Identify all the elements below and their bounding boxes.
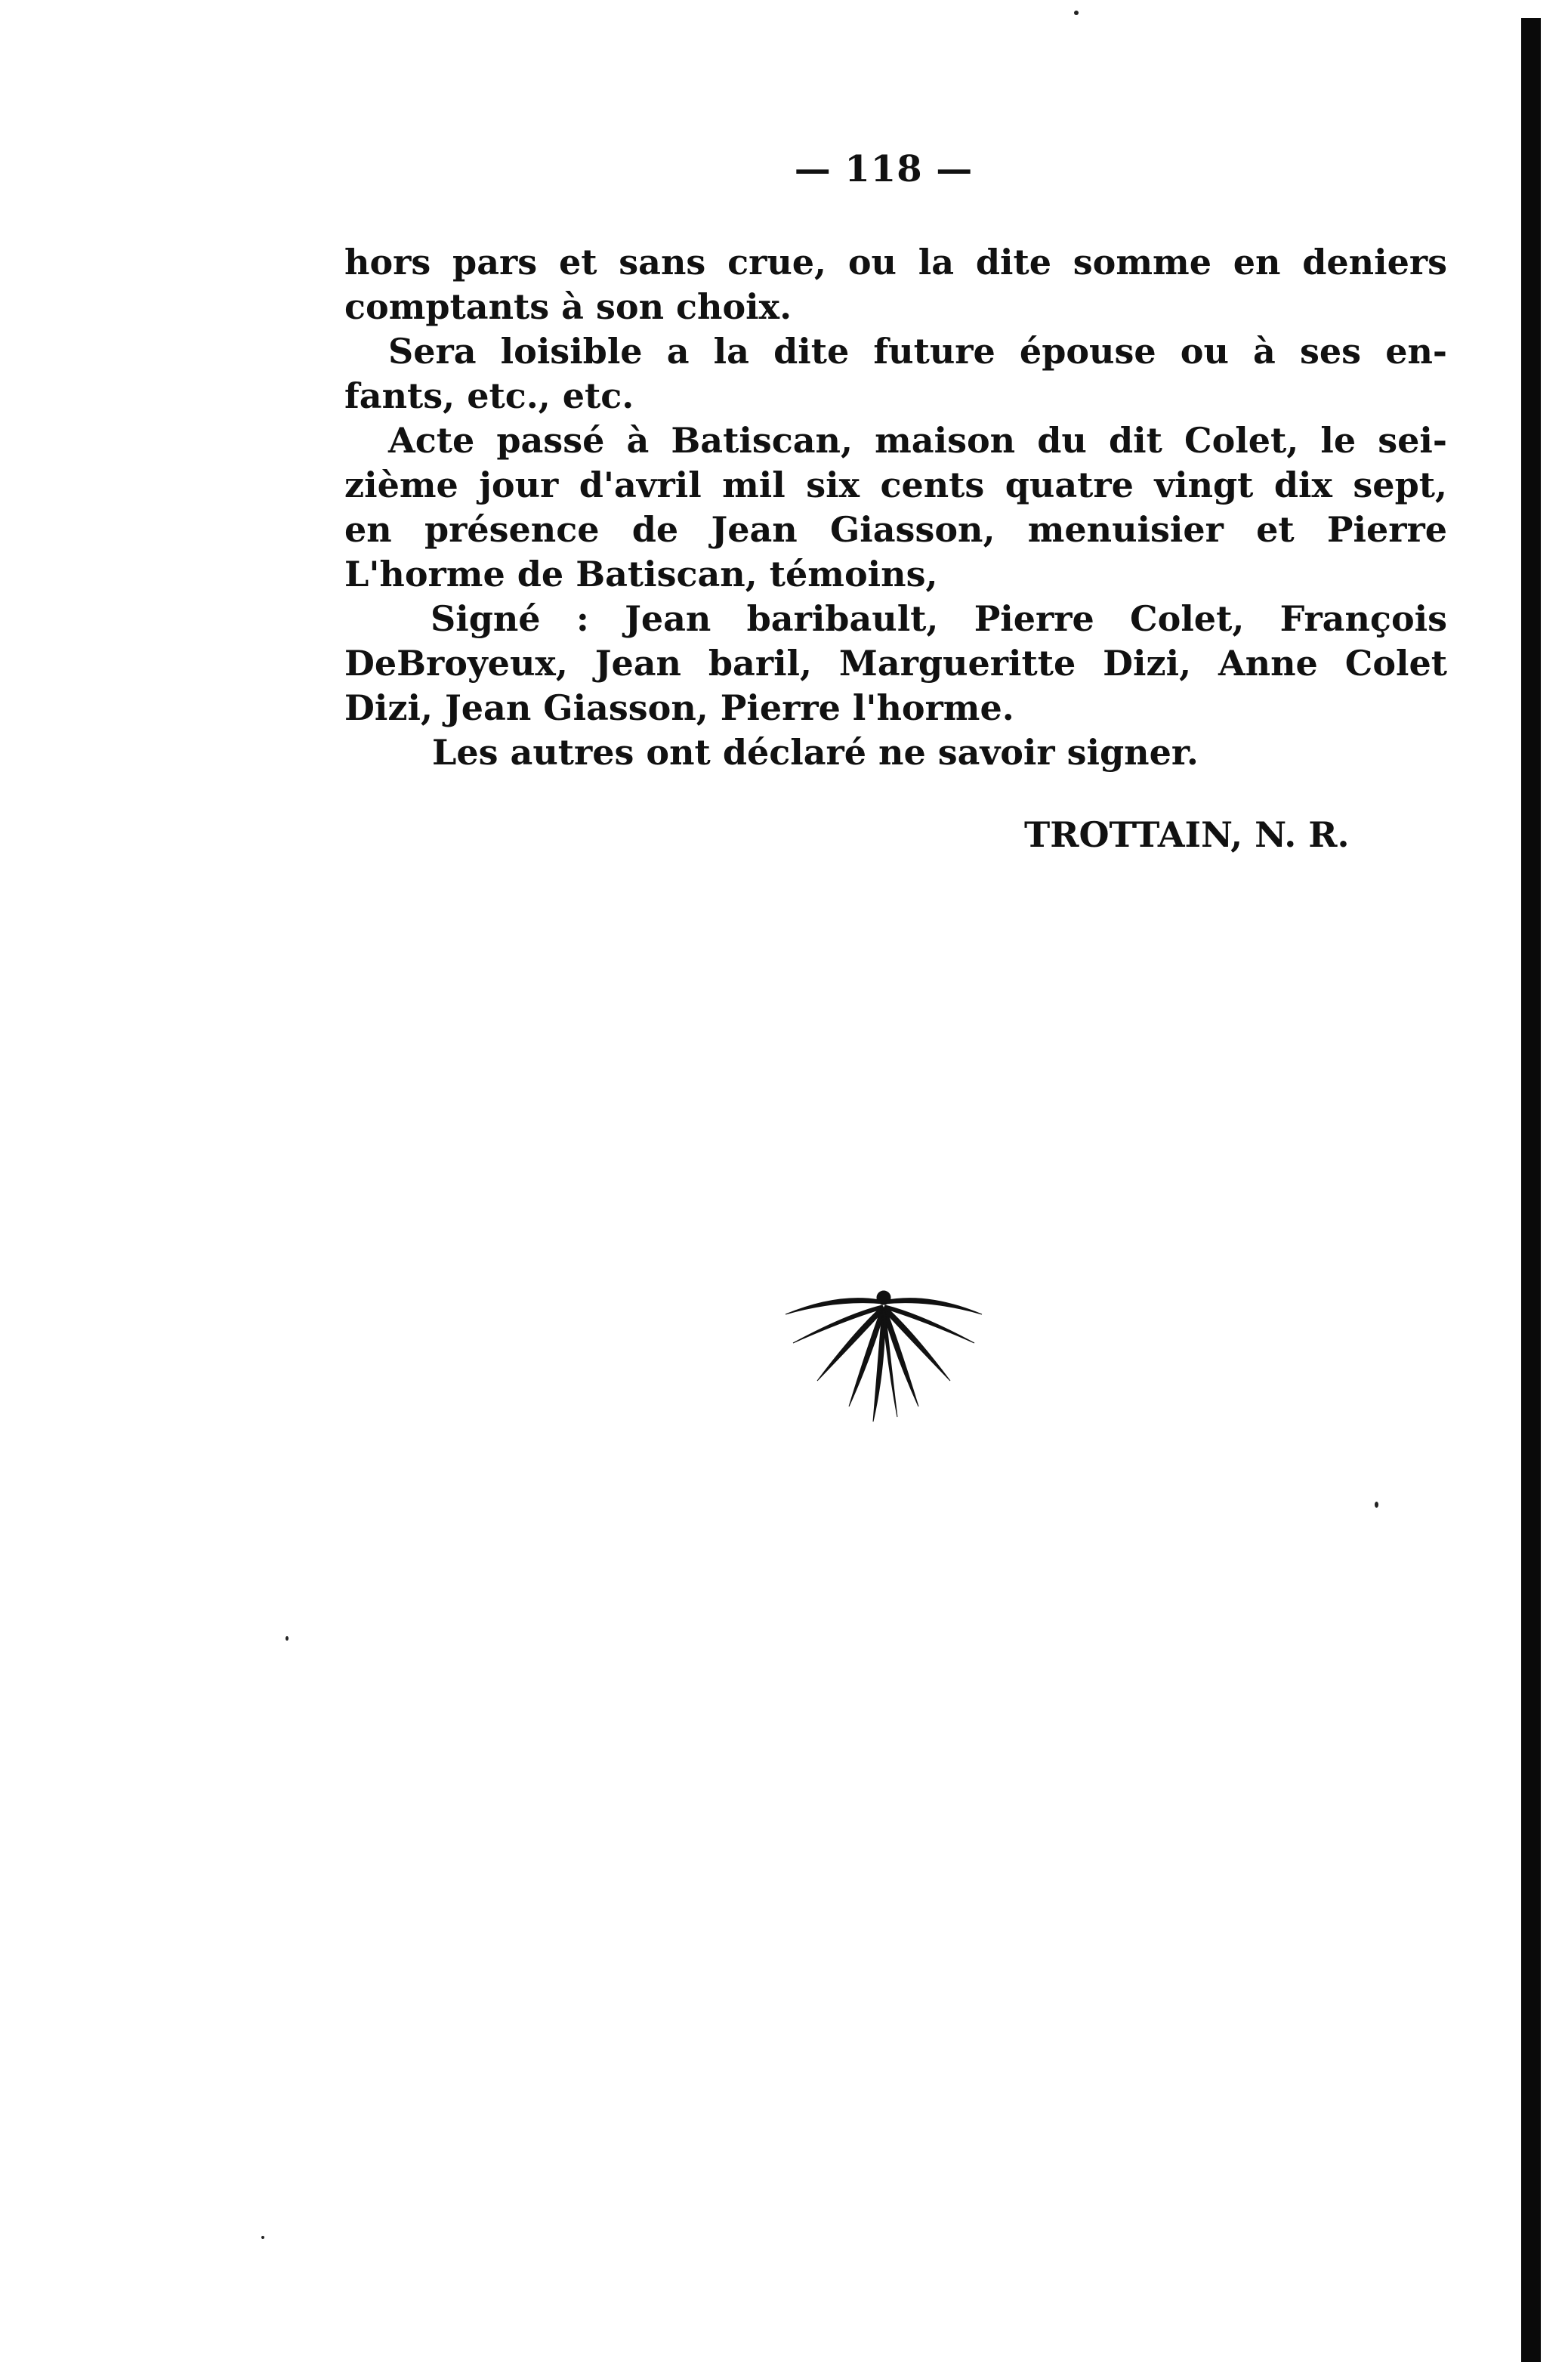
- text-line: en présence de Jean Giasson, menuisier et Pierre: [344, 509, 1447, 550]
- text-line: L'horme de Batiscan, témoins,: [344, 554, 938, 594]
- text-line: comptants à son choix.: [344, 286, 792, 327]
- ink-speck: [1074, 11, 1079, 15]
- text-line: Dizi, Jean Giasson, Pierre l'horme.: [344, 687, 1014, 728]
- fleuron-icon: [770, 1284, 997, 1428]
- text-line: Signé : Jean baribault, Pierre Colet, François: [431, 598, 1447, 639]
- page-number: — 118 —: [794, 148, 974, 190]
- ink-speck: [261, 2236, 264, 2239]
- text-line: DeBroyeux, Jean baril, Margueritte Dizi, Anne Colet: [344, 643, 1447, 684]
- notary-signature: TROTTAIN, N. R.: [1024, 814, 1350, 855]
- text-line: fants, etc., etc.: [344, 375, 634, 416]
- text-line: hors pars et sans crue, ou la dite somme en deniers: [344, 242, 1447, 283]
- text-line: Sera loisible a la dite future épouse ou à ses en-: [388, 331, 1447, 372]
- page-edge-binding: [1521, 18, 1541, 2362]
- body-text: [344, 240, 1447, 775]
- ink-speck: [1375, 1502, 1378, 1508]
- text-line: Les autres ont déclaré ne savoir signer.: [432, 732, 1199, 773]
- text-line: Acte passé à Batiscan, maison du dit Colet, le sei-: [388, 420, 1447, 461]
- text-line: zième jour d'avril mil six cents quatre vingt dix sept,: [344, 465, 1447, 505]
- ink-speck: [286, 1636, 289, 1641]
